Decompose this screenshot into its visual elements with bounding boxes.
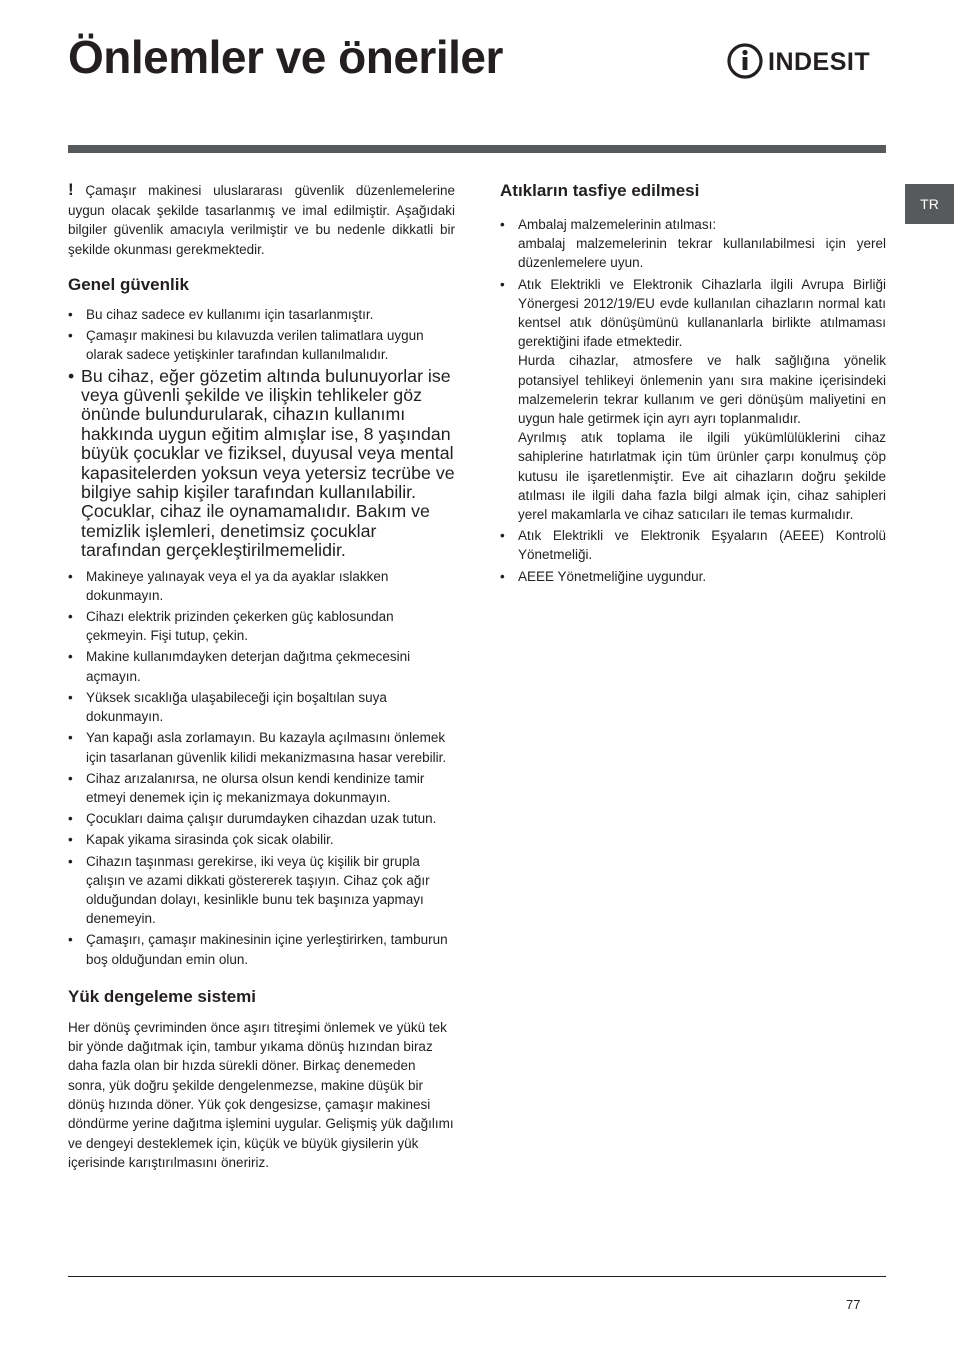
left-column [68, 180, 455, 1172]
intro-paragraph [68, 180, 455, 259]
page-number: 77 [846, 1297, 861, 1312]
list-item: • Makine kullanımdayken deterjan dağıtma çekmecesini açmayın. [68, 647, 455, 685]
weee-paragraph-3: Ayrılmış atık toplama ile ilgili yükümlülüklerini cihaz sahiplerine hatırlatmak için tüm ürünler çarpı konulmuş çöp kutusu ile işaretlenmiştir. Eve ait cihazların doğru şekilde atılması ile ilgili daha fazla bilgi almak için, cihaz sahipleri yerel makamlarla ve cihaz satıcıları ile temas kurmalıdır. [518, 430, 886, 523]
language-tab: TR [905, 184, 954, 224]
list-item: • Cihaz arızalanırsa, ne olursa olsun kendi kendinize tamir etmeyi denemek için iç mekanizmaya dokunmayın. [68, 769, 455, 807]
packaging-text: ambalaj malzemelerinin tekrar kullanılabilmesi için yerel düzenlemelere uyun. [518, 236, 886, 271]
list-item: • Atık Elektrikli ve Elektronik Eşyaların (AEEE) Kontrolü Yönetmeliği. [500, 526, 886, 564]
list-item: • Yan kapağı asla zorlamayın. Bu kazayla açılmasını önlemek için tasarlanan güvenlik kilidi mekanizmasına hasar verebilir. [68, 728, 455, 766]
weee-paragraph-1: • Atık Elektrikli ve Elektronik Cihazlarla ilgili Avrupa Birliği Yönergesi 2012/19/EU evde kullanılan cihazların normal katı kentsel atık dönüşümünü kullananlarla birlikte atılmaması gerektiğini ifade etmektedir. [518, 276, 886, 350]
intro-text: Çamaşır makinesi uluslararası güvenlik düzenlemelerine uygun olacak şekilde tasarlanmış ve imal edilmiştir. Aşağıdaki bilgiler güvenlik amacıyla verilmiştir ve bu nedenle dikkatli bir şekilde okunması gerekmektedir. [68, 183, 455, 257]
list-item: • Çocukları daima çalışır durumdayken cihazdan uzak tutun. [68, 809, 455, 828]
page-title: Önlemler ve öneriler [68, 31, 503, 83]
list-item: • Kapak yikama sirasinda çok sicak olabilir. [68, 830, 455, 849]
list-item: • Makineye yalınayak veya el ya da ayaklar ıslakken dokunmayın. [68, 567, 455, 605]
list-item: • Çamaşır makinesi bu kılavuzda verilen talimatlara uygun olarak sadece yetişkinler tarafından kullanılmalıdır. [68, 326, 455, 364]
right-column [500, 180, 886, 588]
list-item: • AEEE Yönetmeliğine uygundur. [500, 567, 886, 586]
list-item: • Bu cihaz, eğer gözetim altında bulunuyorlar ise veya güvenli şekilde ve ilişkin tehlikeler göz önünde bulundurularak, cihazın kullanımı hakkında uygun eğitim almışlar ise, 8 yaşından büyük çocuklar ve fiziksel, duyusal veya mental kapasitelerden yoksun veya yetersiz tecrübe ve bilgiye sahip kişiler tarafından kullanılabilir. Çocuklar, cihaz ile oynamamalıdır. Bakım ve temizlik işlemleri, denetimsiz çocuklar tarafından gerçekleştirilmemelidir. [68, 367, 455, 561]
list-item: • Çamaşırı, çamaşır makinesinin içine yerleştirirken, tamburun boş olduğundan emin olun. [68, 930, 455, 968]
footer-rule [68, 1276, 886, 1277]
load-balance-heading: Yük dengeleme sistemi [68, 986, 257, 1006]
warning-icon: ! [68, 180, 74, 199]
list-item: • Cihazın taşınması gerekirse, iki veya üç kişilik bir grupla çalışın ve azami dikkati göstererek taşıyın. Cihaz çok ağır olduğundan dolayı, kesinlikle bunu tek başınıza yapmayı denemeyin. [68, 852, 455, 929]
general-safety-heading: Genel güvenlik [68, 275, 189, 294]
list-item: • Bu cihaz sadece ev kullanımı için tasarlanmıştır. [68, 305, 455, 324]
header-rule [68, 145, 886, 153]
list-item: • Yüksek sıcaklığa ulaşabileceği için boşaltılan suya dokunmayın. [68, 688, 455, 726]
weee-paragraph-2: Hurda cihazlar, atmosfere ve halk sağlığına yönelik potansiyel tehlikeyi önlemenin yanı sıra makine içerisindeki malzemelerin tekrar kullanım ve geri dönüşüm maliyetini en uygun hale getirmek için ayrı ayrı toplanmalıdır. [518, 353, 886, 427]
list-item: • Cihazı elektrik prizinden çekerken güç kablosundan çekmeyin. Fişi tutup, çekin. [68, 607, 455, 645]
waste-disposal-heading: Atıkların tasfiye edilmesi [500, 181, 700, 200]
list-item [500, 275, 886, 525]
brand-wordmark: INDESIT [768, 48, 871, 76]
packaging-label: • Ambalaj malzemelerinin atılması: [518, 217, 717, 232]
load-balance-text: Her dönüş çevriminden önce aşırı titreşimi önlemek ve yükü tek bir yönde dağıtmak için, tambur yıkama dönüş hızından biraz daha fazla olan bir hızda sürekli döner. Birkaç denemeden sonra, yük doğru şekilde dengelenmezse, makine düşük bir dönüş hızında döner. Yük çok dengesizse, çamaşır makinesi döndürme yerine dağıtma işlemini uygular. Gelişmiş yük dağılımı ve dengeyi desteklemek için, küçük ve büyük giysilerin yük içerisinde karıştırılmasını öneririz. [68, 1019, 454, 1170]
list-item [500, 215, 886, 273]
waste-disposal-list [500, 215, 886, 586]
general-safety-list [68, 305, 455, 969]
indesit-logo [726, 40, 886, 82]
